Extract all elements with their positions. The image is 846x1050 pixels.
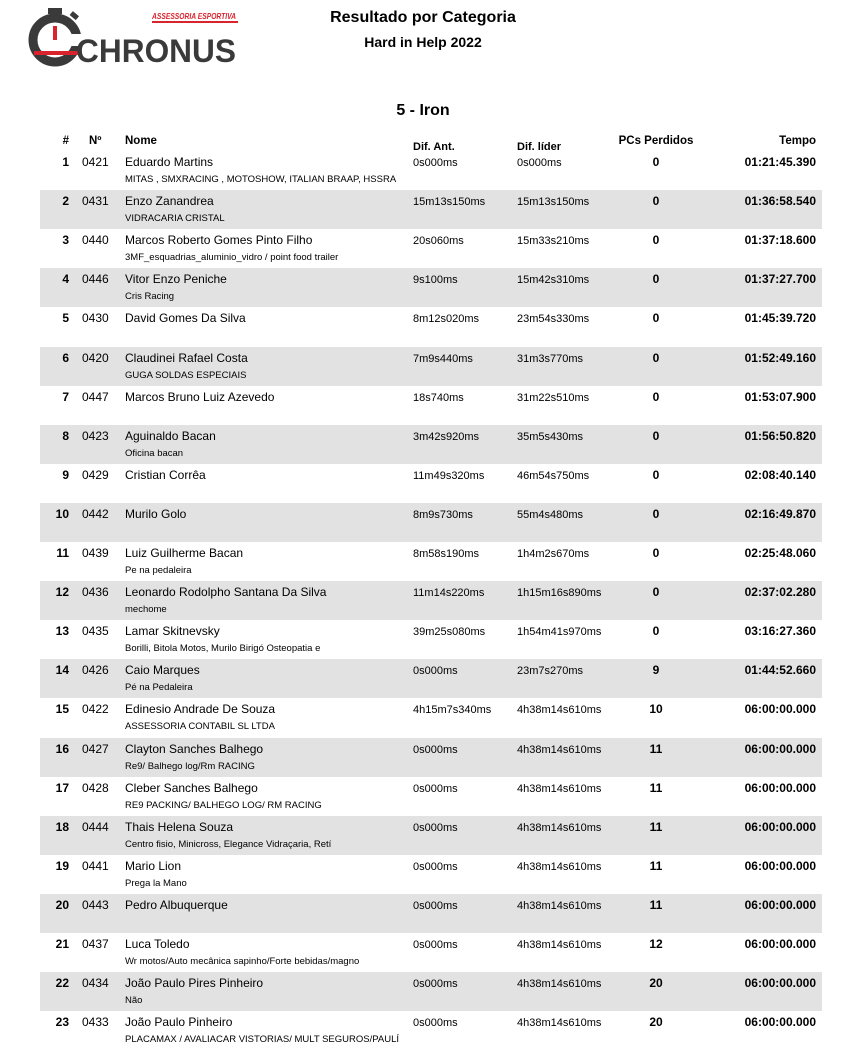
row-dif-lider: 55m4s480ms	[517, 508, 584, 521]
row-team: Oficina bacan	[125, 447, 184, 459]
col-header-pcs: PCs Perdidos	[618, 135, 694, 147]
row-tempo: 02:08:40.140	[744, 467, 816, 482]
row-dif-ant: 0s000ms	[413, 1017, 458, 1030]
row-dif-ant: 0s000ms	[413, 782, 458, 795]
row-dif-lider: 4h38m14s610ms	[517, 704, 602, 717]
row-name: Enzo Zanandrea	[125, 194, 214, 209]
row-pcs-perdidos: 0	[652, 194, 660, 209]
row-number: 0436	[82, 585, 109, 600]
row-pos: 1	[62, 155, 69, 169]
row-pos: 9	[62, 467, 69, 482]
table-row	[40, 972, 822, 1011]
col-header-dif-lider: Dif. líder	[517, 141, 562, 153]
row-dif-lider: 15m42s310ms	[517, 274, 590, 287]
category-title: 5 - Iron	[396, 102, 450, 119]
row-pos: 8	[62, 428, 69, 443]
row-name: Cleber Sanches Balhego	[125, 780, 258, 795]
col-header-pos: #	[62, 135, 69, 147]
row-pos: 2	[62, 194, 69, 209]
row-tempo: 06:00:00.000	[744, 780, 816, 795]
row-pos: 19	[55, 858, 69, 873]
row-dif-lider: 31m3s770ms	[517, 352, 584, 365]
row-dif-ant: 0s000ms	[413, 821, 458, 834]
row-tempo: 01:37:27.700	[744, 272, 816, 287]
row-tempo: 06:00:00.000	[744, 858, 816, 873]
row-name: João Paulo Pinheiro	[125, 1015, 233, 1030]
row-dif-lider: 4h38m14s610ms	[517, 899, 602, 912]
row-tempo: 06:00:00.000	[744, 937, 816, 951]
row-number: 0447	[82, 389, 109, 404]
row-team: Não	[125, 995, 143, 1007]
row-pcs-perdidos: 20	[649, 1015, 663, 1030]
row-team: mechome	[125, 604, 167, 616]
row-name: Luiz Guilherme Bacan	[125, 546, 244, 560]
row-dif-ant: 8m9s730ms	[413, 508, 473, 521]
row-tempo: 01:37:18.600	[744, 233, 816, 248]
row-team: GUGA SOLDAS ESPECIAIS	[125, 369, 247, 381]
table-row	[40, 386, 822, 425]
row-dif-lider: 23m7s270ms	[517, 665, 584, 678]
table-row	[40, 777, 822, 816]
row-pcs-perdidos: 0	[652, 624, 660, 639]
table-row	[40, 503, 822, 542]
table-header	[40, 135, 822, 151]
row-name: Marcos Roberto Gomes Pinto Filho	[125, 233, 313, 248]
row-dif-lider: 4h38m14s610ms	[517, 743, 602, 756]
row-number: 0443	[82, 897, 109, 912]
row-name: Mario Lion	[125, 858, 182, 873]
row-pos: 10	[55, 506, 69, 521]
row-pos: 11	[56, 546, 69, 560]
row-dif-ant: 11m14s220ms	[413, 587, 485, 600]
row-dif-lider: 15m13s150ms	[517, 196, 590, 209]
table-row	[40, 190, 822, 229]
row-dif-ant: 8m58s190ms	[413, 548, 480, 560]
row-dif-lider: 46m54s750ms	[517, 469, 590, 482]
row-team: RE9 PACKING/ BALHEGO LOG/ RM RACING	[125, 799, 322, 811]
row-tempo: 06:00:00.000	[744, 1015, 816, 1030]
row-team: MITAS , SMXRACING , MOTOSHOW, ITALIAN BRAAP, HSSRA	[125, 174, 397, 185]
row-pos: 22	[55, 976, 69, 991]
row-pcs-perdidos: 9	[652, 663, 660, 678]
col-header-num: Nº	[89, 135, 102, 147]
table-row	[40, 307, 822, 346]
row-pcs-perdidos: 11	[649, 741, 663, 756]
row-dif-ant: 8m12s020ms	[413, 313, 480, 326]
row-tempo: 01:36:58.540	[744, 194, 816, 209]
table-row	[40, 464, 822, 503]
row-pos: 13	[55, 624, 69, 639]
row-dif-lider: 1h4m2s670ms	[517, 548, 590, 560]
row-number: 0444	[82, 819, 109, 834]
col-header-name: Nome	[125, 135, 157, 147]
row-pcs-perdidos: 0	[652, 233, 660, 248]
row-name: Murilo Golo	[125, 506, 187, 521]
row-number: 0446	[82, 272, 109, 287]
col-header-tempo: Tempo	[779, 135, 816, 147]
row-team: ASSESSORIA CONTABIL SL LTDA	[125, 721, 275, 733]
row-dif-ant: 0s000ms	[413, 978, 458, 991]
row-tempo: 01:56:50.820	[744, 428, 816, 443]
row-pos: 14	[55, 663, 69, 678]
row-pos: 18	[55, 819, 69, 834]
row-dif-lider: 1h54m41s970ms	[517, 626, 602, 639]
row-number: 0434	[82, 976, 109, 991]
row-tempo: 06:00:00.000	[744, 819, 816, 834]
table-row	[40, 620, 822, 659]
row-team: Centro fisio, Minicross, Elegance Vidraçaria, Retí	[125, 838, 332, 850]
table-row	[40, 581, 822, 620]
row-tempo: 06:00:00.000	[744, 976, 816, 991]
row-pos: 12	[55, 585, 69, 600]
row-dif-ant: 9s100ms	[413, 274, 458, 287]
row-name: Luca Toledo	[125, 937, 190, 951]
row-dif-ant: 0s000ms	[413, 939, 458, 951]
row-name: David Gomes Da Silva	[125, 311, 246, 326]
row-number: 0433	[82, 1015, 109, 1030]
row-pcs-perdidos: 0	[652, 350, 660, 365]
row-dif-ant: 0s000ms	[413, 157, 458, 169]
row-dif-lider: 31m22s510ms	[517, 391, 590, 404]
row-team: Wr motos/Auto mecânica sapinho/Forte bebidas/magno	[125, 956, 360, 967]
row-dif-ant: 11m49s320ms	[413, 469, 485, 482]
row-dif-ant: 18s740ms	[413, 391, 464, 404]
row-pcs-perdidos: 0	[652, 311, 660, 326]
row-number: 0421	[82, 155, 109, 169]
row-dif-ant: 39m25s080ms	[413, 626, 486, 639]
row-dif-lider: 1h15m16s890ms	[517, 587, 602, 600]
row-dif-ant: 20s060ms	[413, 235, 464, 248]
row-name: Leonardo Rodolpho Santana Da Silva	[125, 585, 327, 600]
row-name: Eduardo Martins	[125, 155, 214, 169]
row-dif-ant: 3m42s920ms	[413, 430, 480, 443]
event-name: Hard in Help 2022	[364, 34, 482, 50]
row-dif-ant: 0s000ms	[413, 860, 458, 873]
row-pos: 16	[55, 741, 69, 756]
row-pos: 6	[62, 350, 69, 365]
table-row	[40, 1011, 822, 1050]
row-name: Lamar Skitnevsky	[125, 624, 220, 639]
row-pos: 4	[62, 272, 69, 287]
table-row	[40, 855, 822, 894]
row-pcs-perdidos: 11	[649, 819, 663, 834]
row-name: Marcos Bruno Luiz Azevedo	[125, 389, 275, 404]
logo-wordmark: CHRONUS	[76, 33, 236, 69]
row-pcs-perdidos: 0	[652, 428, 660, 443]
row-team: Pe na pedaleira	[125, 565, 192, 576]
row-tempo: 01:45:39.720	[744, 311, 816, 326]
row-number: 0422	[82, 702, 109, 717]
row-tempo: 06:00:00.000	[744, 897, 816, 912]
row-name: Pedro Albuquerque	[125, 897, 228, 912]
row-dif-ant: 0s000ms	[413, 899, 458, 912]
table-row	[40, 425, 822, 464]
row-tempo: 01:44:52.660	[744, 663, 816, 678]
row-pcs-perdidos: 11	[649, 858, 663, 873]
row-pos: 23	[55, 1015, 69, 1030]
row-team: Prega la Mano	[125, 877, 187, 889]
row-number: 0427	[82, 741, 109, 756]
row-number: 0435	[82, 624, 109, 639]
row-number: 0440	[82, 233, 109, 248]
row-tempo: 01:52:49.160	[744, 350, 816, 365]
row-pcs-perdidos: 10	[649, 702, 663, 717]
report-title: Resultado por Categoria	[330, 9, 516, 26]
table-row	[40, 894, 822, 933]
table-row	[40, 347, 822, 386]
row-dif-lider: 4h38m14s610ms	[517, 860, 602, 873]
row-tempo: 02:16:49.870	[744, 506, 816, 521]
row-number: 0420	[82, 350, 109, 365]
row-team: Borilli, Bitola Motos, Murilo Birigó Osteopatia e	[125, 643, 321, 655]
row-pos: 5	[62, 311, 69, 326]
row-dif-ant: 0s000ms	[413, 743, 458, 756]
row-tempo: 01:53:07.900	[744, 389, 816, 404]
row-number: 0423	[82, 428, 109, 443]
table-row	[40, 151, 822, 190]
row-name: Thais Helena Souza	[125, 819, 234, 834]
row-pcs-perdidos: 20	[649, 976, 663, 991]
table-row	[40, 933, 822, 972]
row-number: 0431	[82, 194, 109, 209]
table-row	[40, 268, 822, 307]
row-dif-lider: 4h38m14s610ms	[517, 978, 602, 991]
row-pcs-perdidos: 11	[649, 897, 663, 912]
row-tempo: 06:00:00.000	[744, 702, 816, 717]
row-dif-lider: 35m5s430ms	[517, 430, 584, 443]
row-tempo: 06:00:00.000	[744, 741, 816, 756]
row-name: Edinesio Andrade De Souza	[125, 702, 276, 717]
row-team: Re9/ Balhego log/Rm RACING	[125, 760, 255, 772]
row-tempo: 02:25:48.060	[744, 546, 816, 560]
row-name: João Paulo Pires Pinheiro	[125, 976, 264, 991]
row-pos: 20	[55, 897, 69, 912]
row-pos: 7	[62, 389, 69, 404]
table-row	[40, 229, 822, 268]
row-pcs-perdidos: 0	[652, 272, 660, 287]
row-pcs-perdidos: 0	[652, 585, 660, 600]
row-number: 0442	[82, 506, 109, 521]
row-team: VIDRACARIA CRISTAL	[125, 213, 225, 225]
table-row	[40, 738, 822, 777]
row-number: 0426	[82, 663, 109, 678]
row-dif-lider: 4h38m14s610ms	[517, 821, 602, 834]
row-number: 0429	[82, 467, 109, 482]
row-dif-ant: 4h15m7s340ms	[413, 704, 492, 717]
row-name: Claudinei Rafael Costa	[125, 350, 248, 365]
row-tempo: 02:37:02.280	[744, 585, 816, 600]
row-name: Cristian Corrêa	[125, 467, 206, 482]
table-row	[40, 542, 822, 581]
row-pcs-perdidos: 0	[652, 389, 660, 404]
row-pcs-perdidos: 0	[652, 467, 660, 482]
row-pcs-perdidos: 12	[649, 937, 663, 951]
row-team: 3MF_esquadrias_aluminio_vidro / point food trailer	[125, 252, 339, 264]
row-number: 0430	[82, 311, 109, 326]
row-pos: 15	[55, 702, 69, 717]
row-pos: 17	[55, 780, 69, 795]
row-number: 0439	[82, 546, 109, 560]
row-pcs-perdidos: 0	[652, 546, 660, 560]
row-team: Cris Racing	[125, 291, 175, 303]
row-number: 0441	[82, 858, 109, 873]
row-name: Clayton Sanches Balhego	[125, 741, 264, 756]
row-dif-lider: 4h38m14s610ms	[517, 939, 602, 951]
row-pcs-perdidos: 0	[652, 506, 660, 521]
row-dif-lider: 15m33s210ms	[517, 235, 590, 248]
row-dif-lider: 4h38m14s610ms	[517, 782, 602, 795]
row-dif-lider: 23m54s330ms	[517, 313, 590, 326]
table-row	[40, 698, 822, 737]
row-pos: 21	[55, 937, 69, 951]
row-pcs-perdidos: 0	[652, 155, 660, 169]
row-dif-lider: 0s000ms	[517, 157, 562, 169]
table-row	[40, 659, 822, 698]
row-tempo: 03:16:27.360	[744, 624, 816, 639]
row-dif-ant: 7m9s440ms	[413, 352, 473, 365]
row-pcs-perdidos: 11	[649, 780, 663, 795]
row-name: Vitor Enzo Peniche	[125, 272, 227, 287]
row-team: Pé na Pedaleira	[125, 682, 193, 694]
col-header-dif-ant: Dif. Ant.	[413, 141, 455, 153]
row-tempo: 01:21:45.390	[744, 155, 816, 169]
row-number: 0437	[82, 937, 109, 951]
row-dif-ant: 0s000ms	[413, 665, 458, 678]
row-dif-ant: 15m13s150ms	[413, 196, 486, 209]
row-name: Caio Marques	[125, 663, 200, 678]
row-name: Aguinaldo Bacan	[125, 428, 216, 443]
row-number: 0428	[82, 780, 109, 795]
row-dif-lider: 4h38m14s610ms	[517, 1017, 602, 1030]
row-team: PLACAMAX / AVALIACAR VISTORIAS/ MULT SEGUROS/PAULÍ	[125, 1034, 399, 1046]
logo-tagline: ASSESSORIA ESPORTIVA	[151, 12, 237, 21]
table-row	[40, 816, 822, 855]
row-pos: 3	[62, 233, 69, 248]
